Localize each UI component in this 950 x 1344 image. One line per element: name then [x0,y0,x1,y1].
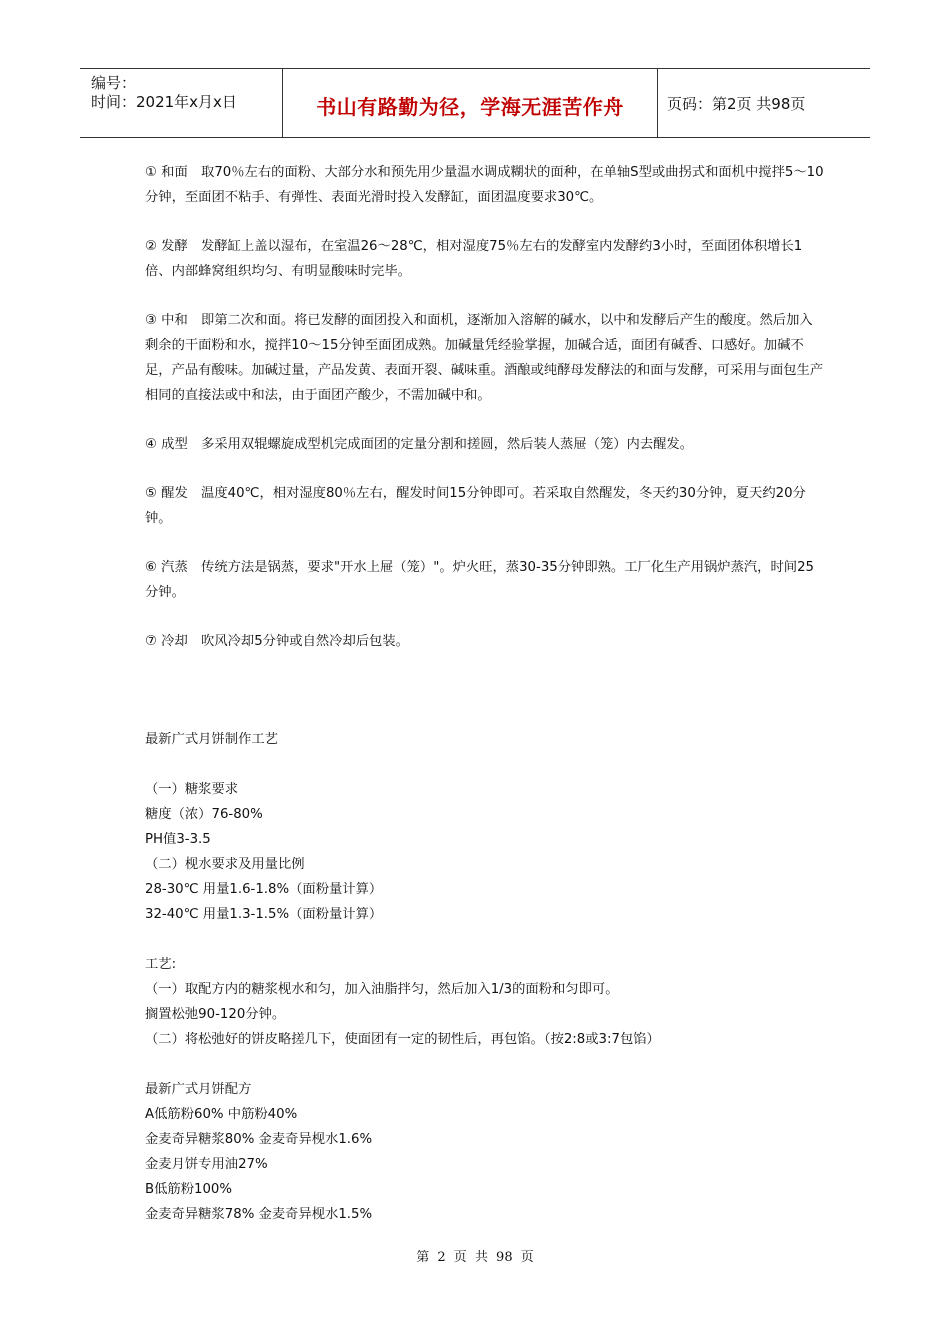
document-number-label: 编号： [91,74,137,92]
recipe-line: 金麦奇异糖浆80% 金麦奇异枧水1.6% [145,1132,373,1147]
lye-line: 32-40℃ 用量1.3-1.5%（面粉量计算） [145,907,383,922]
step-neutralization: ③ 中和 即第二次和面。将已发酵的面团投入和面机，逐渐加入溶解的碱水，以中和发酵后产生的酸度。然后加入剩余的干面粉和水，搅拌10～15分钟至面团成熟。加碱量凭经验掌握，加碱合适，面团有碱香、口感好。加碱不足，产品有酸味。加碱过量，产品发黄、表面开裂、碱味重。酒酿或纯酵母发酵法的和面与发酵，可采用与面包生产相同的直接法或中和法，由于面团产酸少，不需加碱中和。 [145,313,824,403]
page-footer: 第 2 页 共 98 页 [416,1250,534,1265]
header-meta [80,69,282,137]
process-line: （一）取配方内的糖浆枧水和匀，加入油脂拌匀，然后加入1/3的面粉和匀即可。 [145,982,619,997]
syrup-line: 糖度（浓）76-80% [145,807,263,822]
syrup-heading: （一）糖浆要求 [145,782,239,797]
mooncake-section-title: 最新广式月饼制作工艺 [145,732,278,747]
step-proofing: ⑤ 醒发 温度40℃，相对湿度80％左右，醒发时间15分钟即可。若采取自然醒发，冬天约30分钟，夏天约20分钟。 [145,486,806,526]
step-steaming: ⑥ 汽蒸 传统方法是锅蒸，要求"开水上屉（笼）"。炉火旺，蒸30-35分钟即熟。工厂化生产用锅炉蒸汽，时间25分钟。 [145,560,814,600]
header-page-code: 页码：第2页 共98页 [667,95,806,113]
header-motto: 书山有路勤为径，学海无涯苦作舟 [316,95,624,119]
document-time-label: 时间：2021年x月x日 [91,93,237,111]
header-motto-cell [282,69,658,137]
process-heading: 工艺: [145,957,177,972]
step-fermentation: ② 发酵 发酵缸上盖以湿布，在室温26～28℃，相对湿度75％左右的发酵室内发酵约3小时，至面团体积增长1倍、内部蜂窝组织均匀、有明显酸味时完毕。 [145,239,803,279]
recipe-heading: 最新广式月饼配方 [145,1082,252,1097]
step-shaping: ④ 成型 多采用双辊螺旋成型机完成面团的定量分割和搓圆，然后装人蒸屉（笼）内去醒发。 [145,437,694,452]
lye-heading: （二）枧水要求及用量比例 [145,857,305,872]
recipe-line: 金麦月饼专用油27% [145,1157,268,1172]
process-line: （二）将松弛好的饼皮略搓几下，使面团有一定的韧性后，再包馅。（按2:8或3:7包馅） [145,1032,660,1047]
step-mixing: ① 和面 取70％左右的面粉、大部分水和预先用少量温水调成糊状的面种，在单轴S型或曲拐式和面机中搅拌5～10分钟，至面团不粘手、有弹性、表面光滑时投入发酵缸，面团温度要求30℃。 [145,165,824,205]
recipe-line: A低筋粉60% 中筋粉40% [145,1107,298,1122]
header-page-cell [657,69,870,137]
lye-line: 28-30℃ 用量1.6-1.8%（面粉量计算） [145,882,383,897]
document-body [145,160,825,1227]
syrup-line: PH值3-3.5 [145,832,211,847]
recipe-line: 金麦奇异糖浆78% 金麦奇异枧水1.5% [145,1207,373,1222]
recipe-line: B低筋粉100% [145,1182,233,1197]
step-cooling: ⑦ 冷却 吹风冷却5分钟或自然冷却后包装。 [145,634,409,649]
process-line: 搁置松弛90-120分钟。 [145,1007,286,1022]
page-header [80,68,870,138]
